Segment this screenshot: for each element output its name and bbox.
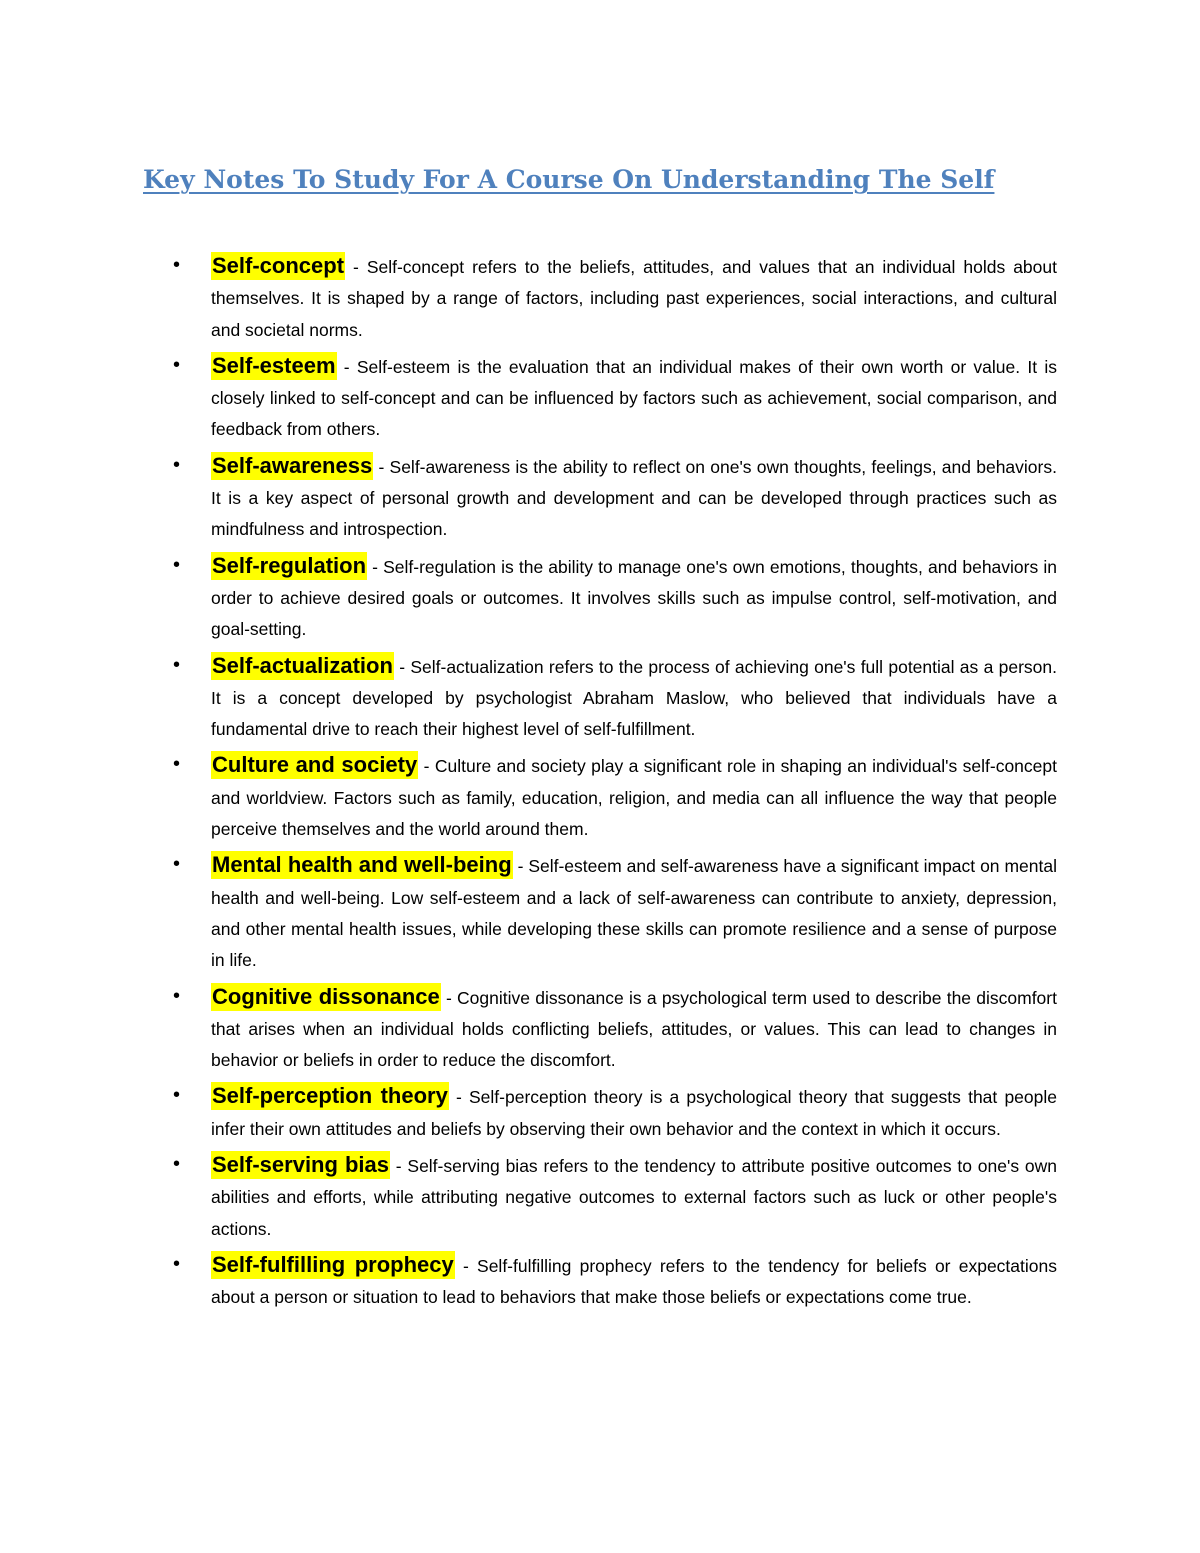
note-self-fulfilling-prophecy — [173, 1249, 1057, 1314]
note-term: Self-perception theory — [212, 1083, 448, 1109]
note-self-serving-bias — [173, 1149, 1057, 1245]
notes-list — [0, 250, 1200, 1318]
note-term: Self-esteem — [212, 352, 336, 378]
note-term: Self-awareness — [212, 452, 373, 478]
note-term: Culture and society — [212, 752, 418, 778]
bullet-icon: • — [173, 853, 181, 876]
note-cognitive-dissonance — [173, 981, 1057, 1077]
bullet-icon: • — [173, 353, 181, 376]
note-text: - Cognitive dissonance is a psychological term used to describe the discomfort that arises when an individual holds conflicting beliefs, attitudes, or values. This can lead to changes in behavior or beliefs in order to reduce the discomfort. — [211, 987, 1057, 1071]
note-mental-health — [173, 849, 1057, 976]
document-title: Key Notes To Study For A Course On Understanding The Self — [143, 165, 995, 194]
bullet-icon: • — [173, 984, 181, 1007]
bullet-icon: • — [173, 1153, 181, 1176]
note-text: - Culture and society play a significant role in shaping an individual's self-concept and worldview. Factors such as family, education, religion, and media can all influence the way that people perceive themselves and the world around them. — [211, 756, 1057, 840]
note-text: - Self-perception theory is a psychological theory that suggests that people infer their own attitudes and beliefs by observing their own behavior and the context in which it occurs. — [211, 1087, 1057, 1139]
note-text: - Self-esteem and self-awareness have a significant impact on mental health and well-being. Low self-esteem and a lack of self-awareness can contribute to anxiety, depression, and other mental health issues, while developing these skills can promote resilience and a sense of purpose in life. — [211, 856, 1057, 971]
bullet-icon: • — [173, 1252, 181, 1275]
note-text: - Self-fulfilling prophecy refers to the tendency for beliefs or expectations about a person or situation to lead to behaviors that make those beliefs or expectations come true. — [211, 1255, 1057, 1308]
note-term: Cognitive dissonance — [212, 983, 440, 1009]
note-self-actualization — [173, 650, 1057, 746]
note-term: Self-concept — [212, 253, 345, 278]
note-term: Self-fulfilling prophecy — [212, 1251, 454, 1277]
note-self-regulation — [173, 550, 1057, 646]
note-self-awareness — [173, 450, 1057, 546]
note-text: - Self-awareness is the ability to reflect on one's own thoughts, feelings, and behaviors. It is a key aspect of personal growth and development and can be developed through practices such as mindfulness and introspection. — [211, 456, 1057, 540]
note-text: - Self-esteem is the evaluation that an individual makes of their own worth or value. It is closely linked to self-concept and can be influenced by factors such as achievement, social comparison, and feedback from others. — [211, 356, 1057, 440]
bullet-icon: • — [173, 1084, 181, 1107]
note-text: - Self-actualization refers to the process of achieving one's full potential as a person. It is a concept developed by psychologist Abraham Maslow, who believed that individuals have a fundamental drive to reach their highest level of self-fulfillment. — [211, 656, 1057, 740]
note-text: - Self-concept refers to the beliefs, attitudes, and values that an individual holds about themselves. It is shaped by a range of factors, including past experiences, social interactions, and cultural and societal norms. — [211, 257, 1057, 340]
note-culture-and-society — [173, 749, 1057, 845]
bullet-icon: • — [173, 254, 181, 276]
note-term: Self-serving bias — [212, 1152, 389, 1178]
note-term: Mental health and well-being — [212, 852, 512, 878]
note-self-perception-theory — [173, 1080, 1057, 1145]
note-term: Self-regulation — [212, 552, 367, 578]
bullet-icon: • — [173, 453, 181, 476]
note-text: - Self-serving bias refers to the tendency to attribute positive outcomes to one's own abilities and efforts, while attributing negative outcomes to external factors such as luck or other people's actions. — [211, 1156, 1057, 1239]
note-self-esteem — [173, 350, 1057, 446]
note-text: - Self-regulation is the ability to manage one's own emotions, thoughts, and behaviors in order to achieve desired goals or outcomes. It involves skills such as impulse control, self-motivation, and goal-setting. — [211, 556, 1057, 640]
bullet-icon: • — [173, 753, 181, 776]
bullet-icon: • — [173, 553, 181, 576]
bullet-icon: • — [173, 653, 181, 676]
note-term: Self-actualization — [212, 652, 393, 678]
note-self-concept — [173, 250, 1057, 346]
